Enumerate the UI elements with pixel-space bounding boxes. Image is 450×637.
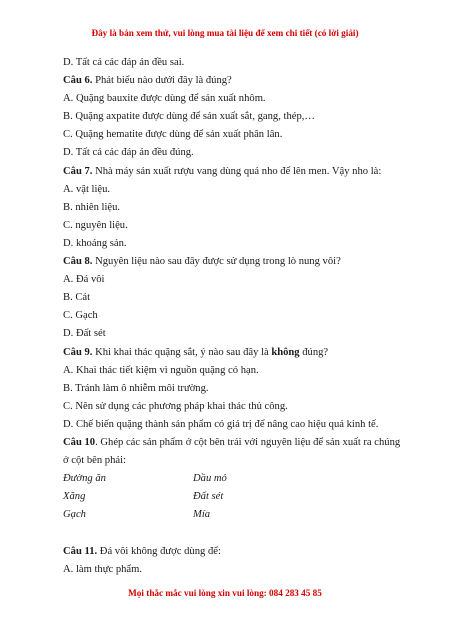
q9-option-c: C. Nên sử dụng các phương pháp khai thác thủ công. [63,400,288,412]
q7-option-a: A. vật liệu. [63,183,111,195]
q6-option-b: B. Quặng axpatite được dùng để sản xuất sắt, gang, thép,… [63,111,315,123]
q10-match-row [63,470,403,488]
q11-number: Câu 11. [63,545,98,557]
q10-number: Câu 10 [63,436,96,448]
q10-right-item: Đất sét [193,491,224,503]
q10-left-item: Xăng [63,491,86,503]
q10-right-item: Dầu mỏ [193,473,227,485]
q11-stem [63,543,403,561]
q7-option-b: B. nhiên liệu. [63,201,121,213]
q6-option-c: C. Quặng hematite được dùng để sản xuất phân lân. [63,129,283,141]
q9-option-a: A. Khai thác tiết kiệm vì nguồn quặng có hạn. [63,364,259,376]
q9-option-b: B. Tránh làm ô nhiễm môi trường. [63,382,209,394]
q8-option-d: D. Đất sét [63,328,106,340]
q10-left-item: Đường ăn [63,473,106,485]
q8-option-b: B. Cát [63,292,91,304]
q9-number: Câu 9. [63,346,93,358]
q5-option-d: D. Tất cả các đáp án đều sai. [63,57,185,68]
q6-stem [63,72,403,90]
q6-number: Câu 6. [63,75,93,87]
q9-emphasis: không [271,346,300,358]
q6-option-d: D. Tất cả các đáp án đều đúng. [63,147,194,159]
q7-option-c: C. nguyên liệu. [63,219,128,231]
q7-stem [63,163,403,181]
q10-left-item: Gạch [63,509,86,521]
question-content [63,54,403,579]
q6-option-a: A. Quặng bauxite được dùng để sản xuất nhôm. [63,93,266,105]
q8-option-c: C. Gạch [63,310,98,322]
q7-number: Câu 7. [63,165,93,177]
q6-text: Phát biểu nào dưới đây là đúng? [92,75,232,87]
q7-text: Nhà máy sản xuất rượu vang dùng quả nho để lên men. Vậy nho là: [92,165,382,177]
q10-text: . Ghép các sản phẩm ở cột bên trái với nguyên liệu để sản xuất ra chúng ở cột bên phải: [63,436,401,467]
q10-match-row [63,506,403,524]
q10-match-row [63,488,403,506]
contact-footer: Mọi thắc mắc vui lòng xin vui lòng: 084 283 45 85 [128,588,322,598]
q10-right-item: Mía [193,509,211,521]
q9-option-d: D. Chế biến quặng thành sản phẩm có giá trị để nâng cao hiệu quả kinh tế. [63,418,379,430]
q9-text-after: đúng? [299,346,329,358]
q11-option-a: A. làm thực phẩm. [63,563,142,575]
q8-option-a: A. Đá vôi [63,274,105,286]
q8-stem [63,253,403,271]
blank-line [63,524,403,542]
q9-stem [63,344,403,362]
q8-text: Nguyên liệu nào sau đây được sử dụng trong lò nung vôi? [92,256,341,268]
q9-text-before: Khi khai thác quặng sắt, ý nào sau đây là [92,346,272,358]
q10-stem [63,434,403,470]
preview-notice-banner: Đây là bản xem thử, vui lòng mua tài liệu để xem chi tiết (có lời giải) [91,28,359,38]
q7-option-d: D. khoáng sản. [63,237,127,249]
q11-text: Đá vôi không được dùng để: [97,545,221,557]
q8-number: Câu 8. [63,256,93,268]
